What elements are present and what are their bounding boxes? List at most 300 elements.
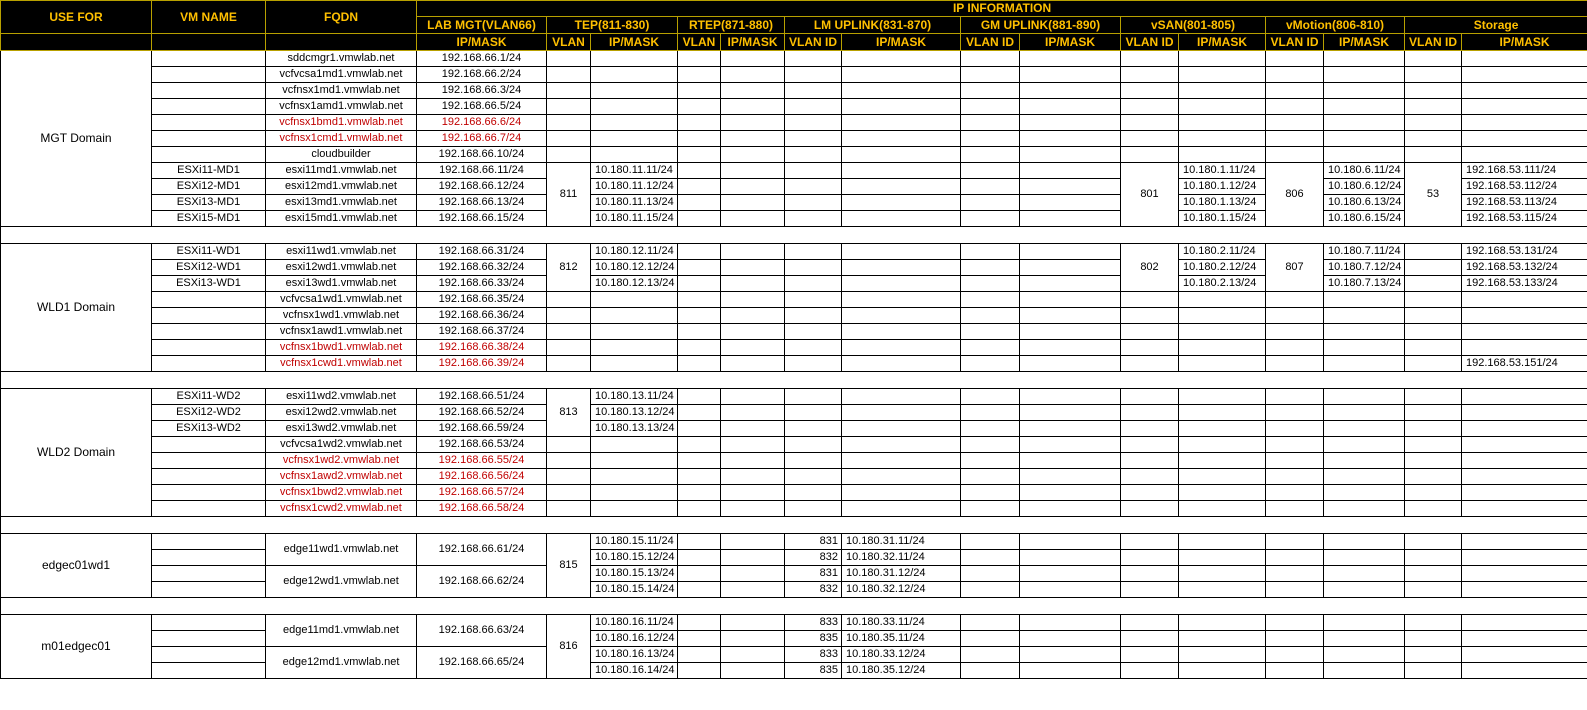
empty-cell	[1020, 67, 1121, 83]
empty-cell	[842, 115, 961, 131]
fqdn-cell: edge12md1.vmwlab.net	[266, 647, 417, 679]
empty-cell	[961, 260, 1020, 276]
empty-cell	[1179, 389, 1266, 405]
mgt-ip-cell: 192.168.66.39/24	[417, 356, 547, 372]
empty-cell	[1405, 663, 1462, 679]
empty-cell	[1324, 131, 1405, 147]
fqdn-cell: vcfvcsa1wd2.vmwlab.net	[266, 437, 417, 453]
header-lm-uplink: LM UPLINK(831-870)	[785, 17, 961, 34]
empty-cell	[1020, 615, 1121, 631]
empty-cell	[1462, 647, 1587, 663]
empty-cell	[1179, 582, 1266, 598]
fqdn-cell: vcfnsx1wd1.vmwlab.net	[266, 308, 417, 324]
empty-cell	[1121, 566, 1179, 582]
empty-cell	[961, 195, 1020, 211]
vmotion-ip-cell: 10.180.7.13/24	[1324, 276, 1405, 292]
empty-cell	[1020, 421, 1121, 437]
fqdn-cell: vcfnsx1amd1.vmwlab.net	[266, 99, 417, 115]
spacer-row	[1, 517, 1587, 534]
empty-cell	[961, 566, 1020, 582]
empty-cell	[721, 195, 785, 211]
empty-cell	[785, 453, 842, 469]
empty-cell	[721, 260, 785, 276]
empty-cell	[1020, 211, 1121, 227]
empty-cell	[721, 389, 785, 405]
empty-cell	[1020, 356, 1121, 372]
empty-cell	[785, 131, 842, 147]
spacer-row	[1, 227, 1587, 244]
empty-cell	[547, 83, 591, 99]
table-row	[1, 292, 1587, 308]
empty-cell	[1324, 453, 1405, 469]
empty-cell	[1405, 131, 1462, 147]
empty-cell	[1324, 582, 1405, 598]
empty-cell	[721, 550, 785, 566]
table-header	[1, 1, 1587, 51]
vm-name-cell: ESXi11-WD2	[152, 389, 266, 405]
empty-cell	[785, 179, 842, 195]
fqdn-cell: esxi13wd1.vmwlab.net	[266, 276, 417, 292]
empty-cell	[1266, 453, 1324, 469]
table-row	[1, 534, 1587, 550]
empty-cell	[1020, 566, 1121, 582]
empty-cell	[785, 147, 842, 163]
empty-cell	[721, 663, 785, 679]
empty-cell	[547, 453, 591, 469]
empty-cell	[1121, 99, 1179, 115]
empty-cell	[1020, 292, 1121, 308]
empty-cell	[842, 469, 961, 485]
domain-label: m01edgec01	[1, 615, 152, 679]
empty-cell	[961, 324, 1020, 340]
empty-cell	[1179, 534, 1266, 550]
empty-cell	[1121, 324, 1179, 340]
subheader-ip-mask: IP/MASK	[1179, 34, 1266, 51]
tep-ip-cell: 10.180.16.13/24	[591, 647, 678, 663]
vm-name-cell	[152, 534, 266, 550]
tep-ip-cell: 10.180.11.13/24	[591, 195, 678, 211]
empty-cell	[1179, 485, 1266, 501]
subheader-ip-mask: IP/MASK	[1324, 34, 1405, 51]
empty-cell	[1266, 131, 1324, 147]
empty-cell	[721, 115, 785, 131]
empty-cell	[785, 211, 842, 227]
fqdn-cell: vcfnsx1awd2.vmwlab.net	[266, 469, 417, 485]
empty-cell	[1179, 99, 1266, 115]
spacer-cell	[1, 517, 1587, 534]
empty-cell	[678, 582, 721, 598]
mgt-ip-cell: 192.168.66.6/24	[417, 115, 547, 131]
empty-cell	[1020, 631, 1121, 647]
vsan-vlan-cell: 801	[1121, 163, 1179, 227]
empty-cell	[1266, 67, 1324, 83]
vmotion-vlan-cell: 807	[1266, 244, 1324, 292]
empty-cell	[547, 437, 591, 453]
mgt-ip-cell: 192.168.66.51/24	[417, 389, 547, 405]
lm-vlan-cell: 832	[785, 582, 842, 598]
empty-cell	[1266, 115, 1324, 131]
fqdn-cell: edge11md1.vmwlab.net	[266, 615, 417, 647]
empty-cell	[842, 356, 961, 372]
vm-name-cell	[152, 566, 266, 582]
table-row	[1, 211, 1587, 227]
vm-name-cell	[152, 99, 266, 115]
empty-cell	[785, 292, 842, 308]
fqdn-cell: cloudbuilder	[266, 147, 417, 163]
empty-cell	[721, 405, 785, 421]
empty-cell	[961, 389, 1020, 405]
empty-cell	[1121, 534, 1179, 550]
empty-cell	[961, 485, 1020, 501]
empty-cell	[1462, 663, 1587, 679]
vmotion-ip-cell: 10.180.7.11/24	[1324, 244, 1405, 260]
tep-ip-cell: 10.180.12.11/24	[591, 244, 678, 260]
storage-ip-cell	[1462, 292, 1587, 308]
empty-cell	[1121, 147, 1179, 163]
table-row	[1, 115, 1587, 131]
empty-cell	[678, 453, 721, 469]
empty-cell	[1020, 389, 1121, 405]
empty-cell	[678, 115, 721, 131]
empty-cell	[1324, 550, 1405, 566]
empty-cell	[961, 631, 1020, 647]
empty-cell	[678, 421, 721, 437]
empty-cell	[1405, 421, 1462, 437]
empty-cell	[1266, 389, 1324, 405]
empty-cell	[785, 163, 842, 179]
empty-cell	[961, 292, 1020, 308]
empty-cell	[842, 340, 961, 356]
empty-cell	[785, 308, 842, 324]
empty-cell	[1405, 147, 1462, 163]
empty-cell	[547, 99, 591, 115]
empty-cell	[678, 211, 721, 227]
tep-ip-cell: 10.180.16.12/24	[591, 631, 678, 647]
empty-cell	[1020, 115, 1121, 131]
empty-cell	[785, 469, 842, 485]
vsan-ip-cell: 10.180.2.11/24	[1179, 244, 1266, 260]
empty-cell	[1020, 147, 1121, 163]
empty-cell	[721, 566, 785, 582]
empty-cell	[785, 421, 842, 437]
tep-ip-cell: 10.180.11.11/24	[591, 163, 678, 179]
vsan-ip-cell: 10.180.1.11/24	[1179, 163, 1266, 179]
empty-cell	[678, 405, 721, 421]
lm-vlan-cell: 835	[785, 631, 842, 647]
empty-cell	[1121, 469, 1179, 485]
empty-cell	[785, 195, 842, 211]
domain-label: MGT Domain	[1, 51, 152, 227]
empty-cell	[1121, 389, 1179, 405]
empty-cell	[1020, 324, 1121, 340]
vmotion-ip-cell: 10.180.6.12/24	[1324, 179, 1405, 195]
empty-cell	[1405, 67, 1462, 83]
empty-cell	[678, 260, 721, 276]
empty-cell	[961, 163, 1020, 179]
vsan-ip-cell: 10.180.1.12/24	[1179, 179, 1266, 195]
empty-cell	[1121, 308, 1179, 324]
table-row	[1, 405, 1587, 421]
mgt-ip-cell: 192.168.66.62/24	[417, 566, 547, 598]
empty-cell	[1020, 582, 1121, 598]
empty-cell	[785, 324, 842, 340]
empty-cell	[678, 147, 721, 163]
subheader-vlan-id: VLAN ID	[1121, 34, 1179, 51]
empty-cell	[1405, 534, 1462, 550]
empty-cell	[1405, 485, 1462, 501]
empty-cell	[785, 244, 842, 260]
mgt-ip-cell: 192.168.66.33/24	[417, 276, 547, 292]
fqdn-cell: vcfnsx1cwd1.vmwlab.net	[266, 356, 417, 372]
empty-cell	[678, 244, 721, 260]
empty-cell	[785, 485, 842, 501]
empty-cell	[1266, 550, 1324, 566]
empty-cell	[1266, 647, 1324, 663]
empty-cell	[842, 67, 961, 83]
empty-cell	[1405, 292, 1462, 308]
vm-name-cell	[152, 485, 266, 501]
vmotion-ip-cell	[1324, 324, 1405, 340]
vm-name-cell	[152, 147, 266, 163]
table-row	[1, 615, 1587, 631]
empty-cell	[1405, 356, 1462, 372]
empty-cell	[842, 179, 961, 195]
fqdn-cell: esxi13md1.vmwlab.net	[266, 195, 417, 211]
vsan-vlan-cell: 802	[1121, 244, 1179, 292]
empty-cell	[1020, 131, 1121, 147]
empty-cell	[721, 582, 785, 598]
empty-cell	[1405, 469, 1462, 485]
storage-ip-cell: 192.168.53.132/24	[1462, 260, 1587, 276]
empty-cell	[961, 582, 1020, 598]
empty-cell	[1405, 550, 1462, 566]
empty-cell	[1020, 260, 1121, 276]
empty-cell	[721, 276, 785, 292]
subheader-ip-mask: IP/MASK	[842, 34, 961, 51]
empty-cell	[842, 83, 961, 99]
tep-vlan-cell: 816	[547, 615, 591, 679]
lm-ip-cell: 10.180.32.12/24	[842, 582, 961, 598]
empty-cell	[678, 631, 721, 647]
empty-cell	[785, 276, 842, 292]
vm-name-cell	[152, 51, 266, 67]
empty-cell	[1462, 437, 1587, 453]
subheader-ip-mask: IP/MASK	[721, 34, 785, 51]
fqdn-cell: vcfnsx1cwd2.vmwlab.net	[266, 501, 417, 517]
empty-cell	[961, 131, 1020, 147]
empty-cell	[678, 501, 721, 517]
empty-cell	[678, 485, 721, 501]
tep-ip-cell: 10.180.15.13/24	[591, 566, 678, 582]
empty-cell	[1020, 550, 1121, 566]
empty-cell	[721, 356, 785, 372]
vm-name-cell: ESXi12-WD1	[152, 260, 266, 276]
empty-cell	[591, 115, 678, 131]
header-vsan: vSAN(801-805)	[1121, 17, 1266, 34]
subheader-vlan: VLAN	[678, 34, 721, 51]
vsan-ip-cell	[1179, 292, 1266, 308]
vm-name-cell	[152, 67, 266, 83]
storage-ip-cell	[1462, 340, 1587, 356]
empty-cell	[591, 131, 678, 147]
lm-ip-cell: 10.180.32.11/24	[842, 550, 961, 566]
table-row	[1, 276, 1587, 292]
empty-cell	[842, 501, 961, 517]
lm-ip-cell: 10.180.35.12/24	[842, 663, 961, 679]
empty-cell	[547, 131, 591, 147]
empty-cell	[1020, 340, 1121, 356]
tep-ip-cell: 10.180.11.15/24	[591, 211, 678, 227]
empty-cell	[1121, 550, 1179, 566]
table-row	[1, 389, 1587, 405]
empty-cell	[1405, 115, 1462, 131]
empty-cell	[961, 615, 1020, 631]
empty-cell	[785, 340, 842, 356]
table-row	[1, 582, 1587, 598]
vm-name-cell	[152, 550, 266, 566]
mgt-ip-cell: 192.168.66.36/24	[417, 308, 547, 324]
empty-cell	[961, 469, 1020, 485]
vm-name-cell: ESXi12-WD2	[152, 405, 266, 421]
empty-cell	[1179, 615, 1266, 631]
empty-cell	[842, 453, 961, 469]
empty-cell	[842, 163, 961, 179]
empty-cell	[547, 356, 591, 372]
empty-cell	[1179, 453, 1266, 469]
vsan-ip-cell: 10.180.2.12/24	[1179, 260, 1266, 276]
empty-cell	[1405, 51, 1462, 67]
empty-cell	[1405, 308, 1462, 324]
table-row	[1, 485, 1587, 501]
empty-cell	[678, 276, 721, 292]
empty-cell	[1020, 276, 1121, 292]
fqdn-cell: vcfnsx1bmd1.vmwlab.net	[266, 115, 417, 131]
empty-cell	[961, 99, 1020, 115]
empty-cell	[1020, 179, 1121, 195]
empty-cell	[1324, 485, 1405, 501]
empty-cell	[678, 550, 721, 566]
table-row	[1, 179, 1587, 195]
empty-cell	[721, 469, 785, 485]
empty-cell	[721, 340, 785, 356]
empty-cell	[678, 469, 721, 485]
empty-cell	[1324, 566, 1405, 582]
empty-cell	[1266, 308, 1324, 324]
empty-cell	[1324, 501, 1405, 517]
mgt-ip-cell: 192.168.66.32/24	[417, 260, 547, 276]
empty-cell	[785, 115, 842, 131]
tep-vlan-cell: 811	[547, 163, 591, 227]
spacer-cell	[1, 227, 1587, 244]
empty-cell	[721, 647, 785, 663]
tep-ip-cell: 10.180.12.12/24	[591, 260, 678, 276]
storage-ip-cell: 192.168.53.115/24	[1462, 211, 1587, 227]
vm-name-cell: ESXi13-MD1	[152, 195, 266, 211]
header-lab-mgt: LAB MGT(VLAN66)	[417, 17, 547, 34]
vm-name-cell	[152, 83, 266, 99]
mgt-ip-cell: 192.168.66.3/24	[417, 83, 547, 99]
empty-cell	[961, 647, 1020, 663]
header-fqdn: FQDN	[266, 1, 417, 34]
empty-cell	[547, 469, 591, 485]
empty-cell	[1324, 534, 1405, 550]
table-row	[1, 244, 1587, 260]
empty-cell	[1121, 421, 1179, 437]
subheader-ip-mask: IP/MASK	[591, 34, 678, 51]
fqdn-cell: vcfvcsa1md1.vmwlab.net	[266, 67, 417, 83]
empty-cell	[591, 67, 678, 83]
empty-cell	[1121, 453, 1179, 469]
vm-name-cell	[152, 631, 266, 647]
empty-cell	[547, 340, 591, 356]
empty-cell	[1266, 421, 1324, 437]
empty-cell	[678, 292, 721, 308]
vmotion-ip-cell: 10.180.7.12/24	[1324, 260, 1405, 276]
empty-cell	[961, 179, 1020, 195]
mgt-ip-cell: 192.168.66.53/24	[417, 437, 547, 453]
empty-cell	[678, 389, 721, 405]
empty-cell	[1121, 340, 1179, 356]
empty-cell	[678, 663, 721, 679]
empty-cell	[1020, 469, 1121, 485]
header-use-for: USE FOR	[1, 1, 152, 34]
fqdn-cell: vcfnsx1bwd2.vmwlab.net	[266, 485, 417, 501]
empty-cell	[678, 647, 721, 663]
empty-cell	[1179, 67, 1266, 83]
empty-cell	[1462, 501, 1587, 517]
empty-cell	[1020, 163, 1121, 179]
subheader-vlan-id: VLAN ID	[785, 34, 842, 51]
vsan-ip-cell: 10.180.2.13/24	[1179, 276, 1266, 292]
subheader-ip-mask: IP/MASK	[1462, 34, 1587, 51]
lm-ip-cell: 10.180.31.12/24	[842, 566, 961, 582]
mgt-ip-cell: 192.168.66.31/24	[417, 244, 547, 260]
empty-cell	[961, 663, 1020, 679]
tep-ip-cell: 10.180.15.12/24	[591, 550, 678, 566]
empty-cell	[547, 324, 591, 340]
empty-cell	[842, 244, 961, 260]
empty-cell	[842, 308, 961, 324]
empty-cell	[1179, 631, 1266, 647]
storage-ip-cell: 192.168.53.151/24	[1462, 356, 1587, 372]
vm-name-cell	[152, 615, 266, 631]
vmotion-ip-cell	[1324, 308, 1405, 324]
empty-cell	[1324, 437, 1405, 453]
empty-cell	[1020, 308, 1121, 324]
empty-cell	[1324, 663, 1405, 679]
empty-cell	[547, 485, 591, 501]
header-vmotion: vMotion(806-810)	[1266, 17, 1405, 34]
spacer-row	[1, 598, 1587, 615]
empty-cell	[721, 131, 785, 147]
empty-cell	[1405, 244, 1462, 260]
subheader-vlan-id: VLAN ID	[1266, 34, 1324, 51]
empty-cell	[721, 631, 785, 647]
empty-cell	[1266, 501, 1324, 517]
empty-cell	[785, 501, 842, 517]
empty-cell	[1179, 131, 1266, 147]
empty-cell	[842, 131, 961, 147]
table-row	[1, 99, 1587, 115]
empty-cell	[678, 195, 721, 211]
fqdn-cell: sddcmgr1.vmwlab.net	[266, 51, 417, 67]
tep-ip-cell: 10.180.16.11/24	[591, 615, 678, 631]
tep-ip-cell: 10.180.15.11/24	[591, 534, 678, 550]
empty-cell	[1405, 83, 1462, 99]
empty-cell	[1266, 147, 1324, 163]
empty-cell	[1462, 115, 1587, 131]
empty-cell	[1121, 501, 1179, 517]
